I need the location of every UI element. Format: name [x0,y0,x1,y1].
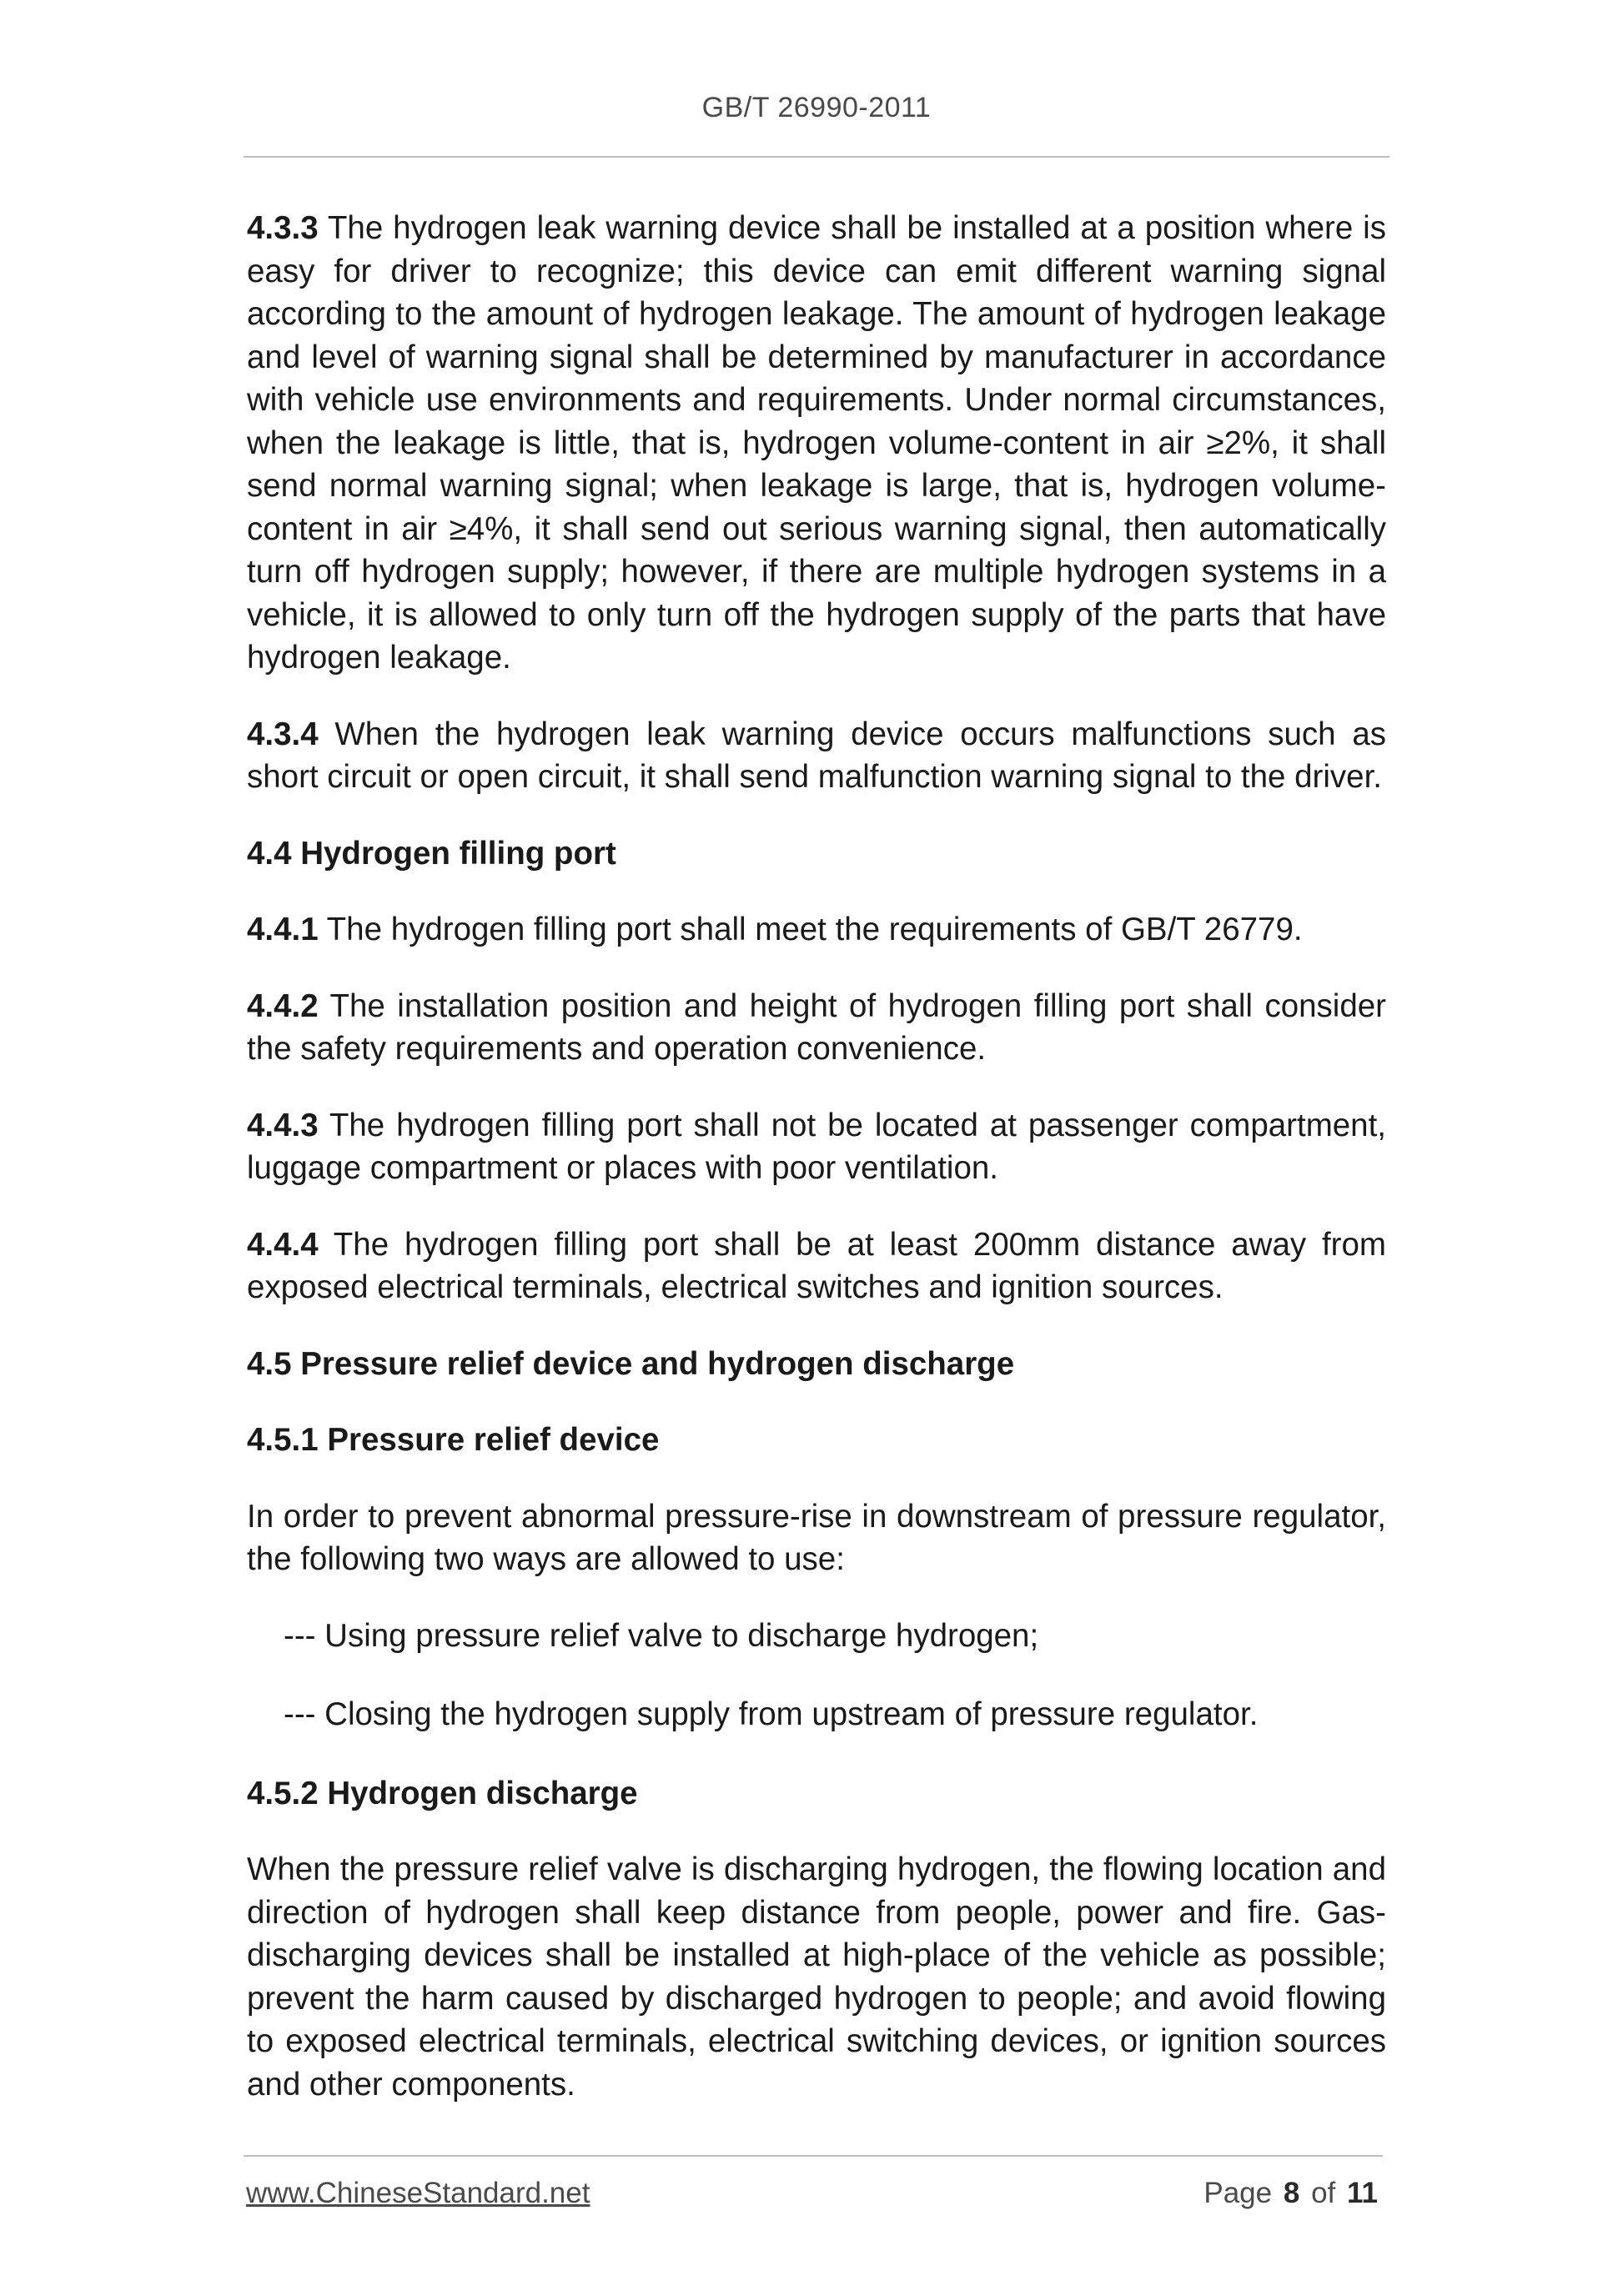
total-pages: 11 [1347,2177,1378,2209]
clause-number: 4.3.3 [247,210,319,246]
clause-4-3-3 [247,207,1386,680]
clause-text: When the hydrogen leak warning device occurs malfunctions such as short circuit or open circuit, it shall send malfunction warning signal to the driver. [247,716,1386,795]
clause-4-4-4 [247,1223,1386,1309]
document-body [247,207,1386,2139]
clause-4-4-1 [247,908,1386,952]
clause-number: 4.4.3 [247,1107,319,1143]
of-label: of [1311,2177,1336,2209]
header-divider [244,156,1389,158]
list-item: --- Closing the hydrogen supply from upstream of pressure regulator. [284,1696,1259,1732]
clause-4-3-4 [247,713,1386,799]
clause-text: The installation position and height of hydrogen filling port shall consider the safety requirements and operation convenience. [247,987,1386,1067]
clause-number: 4.4.4 [247,1226,319,1263]
section-heading-4-4: 4.4 Hydrogen filling port [247,835,616,872]
clause-4-4-2 [247,985,1386,1071]
current-page: 8 [1283,2177,1300,2209]
clause-number: 4.3.4 [247,716,319,752]
page-label: Page [1203,2177,1273,2209]
clause-text: The hydrogen filling port shall be at least 200mm distance away from exposed electrical terminals, electrical switches and ignition sources. [247,1226,1386,1305]
list-item: --- Using pressure relief valve to discharge hydrogen; [284,1617,1039,1654]
clause-text: The hydrogen filling port shall meet the requirements of GB/T 26779. [326,912,1303,947]
clause-text: The hydrogen filling port shall not be located at passenger compartment, luggage compartment or places with poor ventilation. [247,1107,1386,1186]
page-header: GB/T 26990-2011 [701,92,932,123]
section-heading-4-5: 4.5 Pressure relief device and hydrogen discharge [247,1345,1015,1382]
clause-number: 4.4.1 [247,912,319,947]
paragraph-4-5-1: In order to prevent abnormal pressure-rise in downstream of pressure regulator, the following two ways are allowed to use: [247,1498,1386,1577]
clause-4-4-3 [247,1104,1386,1190]
section-heading-4-5-2: 4.5.2 Hydrogen discharge [247,1775,638,1811]
website-link[interactable]: www.ChineseStandard.net [246,2177,590,2209]
clause-text: The hydrogen leak warning device shall be installed at a position where is easy for driver to recognize; this device can emit different warning signal according to the amount of hydrogen leakage. The amount of hydrogen leakage and level of warning signal shall be determined by manufacturer in accordance with vehicle use environments and requirements. Under normal circumstances, when the leakage is little, that is, hydrogen volume-content in air ≥2%, it shall send normal warning signal; when leakage is large, that is, hydrogen volume-content in air ≥4%, it shall send out serious warning signal, then automatically turn off hydrogen supply; however, if there are multiple hydrogen systems in a vehicle, it is allowed to only turn off the hydrogen supply of the parts that have hydrogen leakage. [247,210,1386,676]
footer-divider [244,2155,1383,2157]
clause-number: 4.4.2 [247,987,319,1024]
paragraph-4-5-2: When the pressure relief valve is discharging hydrogen, the flowing location and direction of hydrogen shall keep distance from people, power and fire. Gas-discharging devices shall be installed at high-place of the vehicle as possible; prevent the harm caused by discharged hydrogen to people; and avoid flowing to exposed electrical terminals, electrical switching devices, or ignition sources and other components. [247,1851,1386,2103]
page-number [1203,2177,1378,2210]
section-heading-4-5-1: 4.5.1 Pressure relief device [247,1422,660,1458]
